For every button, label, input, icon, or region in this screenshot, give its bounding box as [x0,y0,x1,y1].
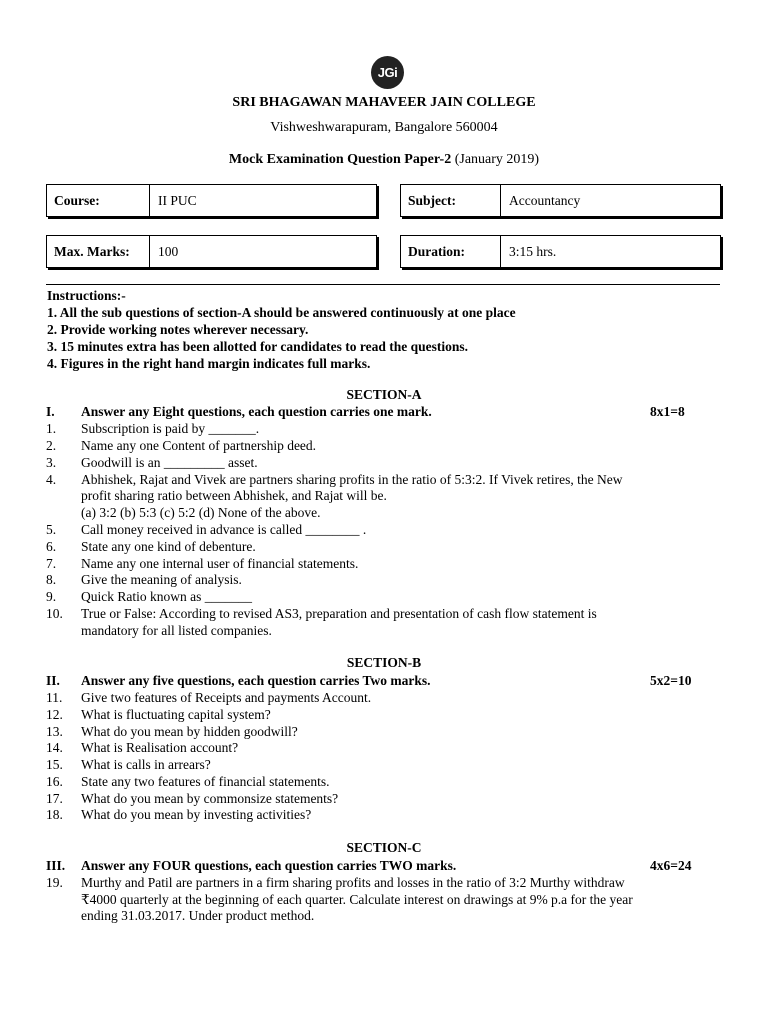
question-number: 16. [46,774,63,789]
question-text: Quick Ratio known as _______ [81,589,252,604]
section-b-title: SECTION-B [346,655,422,670]
question-text: State any one kind of debenture. [81,539,256,554]
instruction-item: 2. Provide working notes wherever necessary. [47,322,309,337]
section-a-marks: 8x1=8 [650,404,685,419]
duration-label: Duration: [401,236,501,267]
question-number: 12. [46,707,63,722]
instruction-item: 3. 15 minutes extra has been allotted for candidates to read the questions. [47,339,468,354]
question-text: Give two features of Receipts and payments Account. [81,690,372,705]
paper-date: (January 2019) [451,152,540,167]
instructions [47,287,516,372]
college-name: SRI BHAGAWAN MAHAVEER JAIN COLLEGE [232,95,536,110]
question-text: mandatory for all listed companies. [81,623,272,638]
question-number: 18. [46,807,63,822]
section-b-marks: 5x2=10 [650,673,692,688]
question-text: What is fluctuating capital system? [81,707,271,722]
question-text: ₹4000 quarterly at the beginning of each quarter. Calculate interest on drawings at 9% p.a for the year [81,892,633,907]
question-text: Call money received in advance is called ________ . [81,522,367,537]
subject-label: Subject: [401,185,501,216]
question-text: Give the meaning of analysis. [81,572,242,587]
question-number: 14. [46,740,63,755]
question-text: Goodwill is an _________ asset. [81,455,258,470]
question-number: 5. [46,522,57,537]
question-text: (a) 3:2 (b) 5:3 (c) 5:2 (d) None of the above. [81,505,321,520]
course-label: Course: [47,185,150,216]
question-number: 4. [46,472,57,487]
instruction-item: 4. Figures in the right hand margin indicates full marks. [47,356,371,371]
question-text: Abhishek, Rajat and Vivek are partners sharing profits in the ratio of 5:3:2. If Vivek retires, the New [81,472,623,487]
instructions-title: Instructions:- [47,288,126,303]
course-value: II PUC [158,193,197,208]
section-c-marks: 4x6=24 [650,858,692,873]
course-box [46,184,377,217]
subject-value: Accountancy [509,193,581,208]
question-number: 1. [46,421,57,436]
question-text: Murthy and Patil are partners in a firm sharing profits and losses in the ratio of 3:2 Murthy withdraw [81,875,625,890]
section-c-instruction: Answer any FOUR questions, each question carries TWO marks. [81,858,457,873]
section-a-instruction: Answer any Eight questions, each question carries one mark. [81,404,432,419]
divider [46,284,720,285]
question-text: Name any one Content of partnership deed. [81,438,317,453]
max-marks-label: Max. Marks: [47,236,150,267]
duration-box [400,235,721,268]
question-text: ending 31.03.2017. Under product method. [81,908,315,923]
question-number: 6. [46,539,57,554]
section-c-roman: III. [46,858,66,873]
question-text: Name any one internal user of financial statements. [81,556,359,571]
question-text: Subscription is paid by _______. [81,421,260,436]
question-text: profit sharing ratio between Abhishek, and Rajat will be. [81,488,387,503]
question-number: 2. [46,438,57,453]
question-number: 11. [46,690,63,705]
question-number: 17. [46,791,63,806]
question-number: 7. [46,556,57,571]
question-number: 8. [46,572,57,587]
paper-title-text: Mock Examination Question Paper-2 [228,152,452,167]
college-address: Vishweshwarapuram, Bangalore 560004 [270,120,498,135]
max-marks-box [46,235,377,268]
question-text: What do you mean by commonsize statements? [81,791,339,806]
question-text: What is Realisation account? [81,740,239,755]
section-a-title: SECTION-A [346,387,422,402]
section-b-roman: II. [46,673,60,688]
question-text: What do you mean by hidden goodwill? [81,724,298,739]
section-c-title: SECTION-C [346,840,422,855]
question-text: What do you mean by investing activities? [81,807,312,822]
question-text: True or False: According to revised AS3, preparation and presentation of cash flow statement is [81,606,597,621]
paper-title [0,152,768,168]
section-b-instruction: Answer any five questions, each question carries Two marks. [81,673,431,688]
duration-value: 3:15 hrs. [509,244,557,259]
question-number: 9. [46,589,57,604]
max-marks-value: 100 [158,244,179,259]
question-text: State any two features of financial statements. [81,774,330,789]
subject-box [400,184,721,217]
question-number: 15. [46,757,63,772]
college-logo: JGi [371,56,404,89]
question-text: What is calls in arrears? [81,757,211,772]
question-number: 13. [46,724,63,739]
section-a-roman: I. [46,404,55,419]
question-number: 10. [46,606,63,621]
instruction-item: 1. All the sub questions of section-A should be answered continuously at one place [47,305,516,320]
question-number: 3. [46,455,57,470]
question-number: 19. [46,875,63,890]
